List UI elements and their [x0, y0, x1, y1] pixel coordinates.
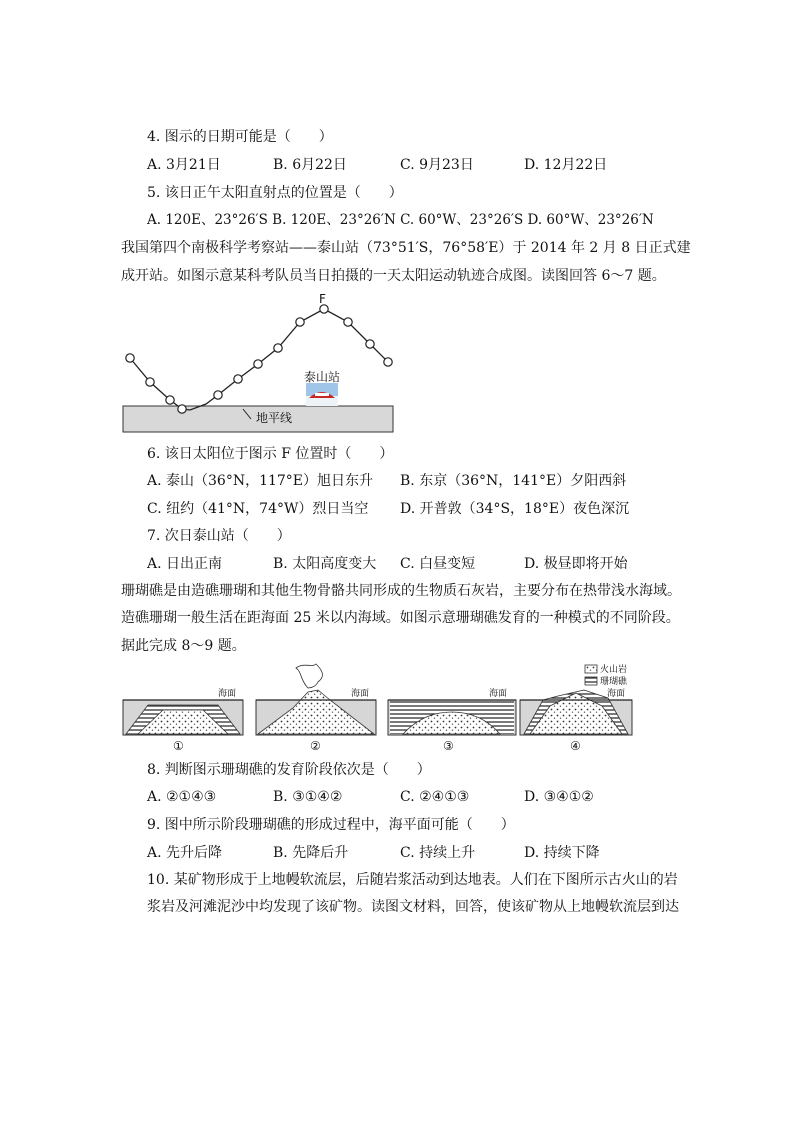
- sea-label-2: 海面: [351, 689, 370, 699]
- legend-coral-label: 珊瑚礁: [600, 677, 628, 687]
- sun-position-dot: [234, 375, 242, 383]
- panel-3: [388, 687, 516, 753]
- q10-line1: 10. 某矿物形成于上地幔软流层，后随岩浆活动到达地表。人们在下图所示古火山的岩: [147, 872, 678, 888]
- coral-reef-figure: [118, 660, 640, 754]
- sun-position-dot: [166, 396, 174, 404]
- q6-stem: 6. 该日太阳位于图示 F 位置时（ ）: [147, 446, 394, 462]
- sea-label-4: 海面: [607, 689, 626, 699]
- panel-label-1: ①: [173, 739, 184, 753]
- sun-position-dot: [254, 360, 262, 368]
- sun-path-figure: [118, 290, 398, 438]
- passage2-line2: 造礁珊瑚一般生活在距海面 25 米以内海域。如图示意珊瑚礁发育的一种模式的不同阶段。: [121, 610, 680, 626]
- q4-option-a: A. 3月21日: [147, 157, 221, 173]
- q4-stem: 4. 图示的日期可能是（ ）: [147, 129, 333, 145]
- legend-volcanic-swatch: [585, 665, 597, 673]
- sun-position-dot: [384, 358, 392, 366]
- label-horizon: 地平线: [256, 411, 293, 425]
- passage1-line1: 我国第四个南极科学考察站——泰山站（73°51′S，76°58′E）于 2014 年 2 月 8 日正式建: [121, 240, 691, 256]
- panel-1: [123, 687, 243, 753]
- sun-position-dot: [366, 340, 374, 348]
- sea-label-3: 海面: [489, 689, 508, 699]
- panel-label-2: ②: [310, 739, 321, 753]
- panel-label-4: ④: [570, 739, 581, 753]
- passage2-line1: 珊瑚礁是由造礁珊瑚和其他生物骨骼共同形成的生物质石灰岩，主要分布在热带浅水海域。: [121, 583, 681, 599]
- sun-position-dot: [126, 354, 134, 362]
- q7-option-c: C. 白昼变短: [400, 556, 476, 572]
- sun-position-dot: [178, 405, 186, 413]
- q7-stem: 7. 次日泰山站（ ）: [147, 528, 291, 544]
- q8-stem: 8. 判断图示珊瑚礁的发育阶段依次是（ ）: [147, 762, 431, 778]
- station-photo: [306, 383, 338, 406]
- q8-option-c: C. ②④①③: [400, 789, 470, 805]
- label-f: F: [319, 292, 326, 306]
- sea-label-1: 海面: [218, 689, 237, 699]
- q4-option-b: B. 6月22日: [273, 157, 347, 173]
- q9-option-d: D. 持续下降: [524, 845, 600, 861]
- sun-position-dot: [146, 378, 154, 386]
- legend-volcanic-label: 火山岩: [600, 665, 628, 675]
- q5-stem: 5. 该日正午太阳直射点的位置是（ ）: [147, 185, 403, 201]
- q9-option-c: C. 持续上升: [400, 845, 476, 861]
- sun-position-dot: [344, 318, 352, 326]
- q4-option-d: D. 12月22日: [524, 157, 608, 173]
- q5-options: A. 120E、23°26′S B. 120E、23°26′N C. 60°W、23°26′S D. 60°W、23°26′N: [147, 212, 654, 228]
- q7-option-b: B. 太阳高度变大: [273, 556, 377, 572]
- q9-stem: 9. 图中所示阶段珊瑚礁的形成过程中，海平面可能（ ）: [147, 817, 515, 833]
- q6-option-c: C. 纽约（41°N，74°W）烈日当空: [147, 501, 369, 517]
- passage2-line3: 据此完成 8～9 题。: [121, 638, 246, 654]
- q7-option-a: A. 日出正南: [147, 556, 223, 572]
- q8-option-a: A. ②①④③: [147, 789, 217, 805]
- q9-option-b: B. 先降后升: [273, 845, 349, 861]
- panel-4: [520, 663, 632, 753]
- passage1-line2: 成开站。如图示意某科考队员当日拍摄的一天太阳运动轨迹合成图。读图回答 6～7 题。: [121, 268, 666, 284]
- sun-position-dot: [296, 318, 304, 326]
- label-station: 泰山站: [304, 370, 341, 384]
- sun-position-dot: [274, 344, 282, 352]
- legend-coral-swatch: [585, 677, 597, 685]
- sun-position-dot: [214, 391, 222, 399]
- q6-option-a: A. 泰山（36°N，117°E）旭日东升: [147, 473, 374, 489]
- sun-position-dot: [320, 305, 328, 313]
- q6-option-b: B. 东京（36°N，141°E）夕阳西斜: [400, 473, 627, 489]
- q8-option-b: B. ③①④②: [273, 789, 343, 805]
- q6-option-d: D. 开普敦（34°S，18°E）夜色深沉: [400, 501, 630, 517]
- q4-option-c: C. 9月23日: [400, 157, 474, 173]
- q9-option-a: A. 先升后降: [147, 845, 223, 861]
- panel-label-3: ③: [443, 739, 454, 753]
- panel-2: [256, 664, 376, 753]
- q10-line2: 浆岩及河滩泥沙中均发现了该矿物。读图文材料，回答，使该矿物从上地幔软流层到达: [147, 899, 679, 915]
- q7-option-d: D. 极昼即将开始: [524, 556, 628, 572]
- q8-option-d: D. ③④①②: [524, 789, 594, 805]
